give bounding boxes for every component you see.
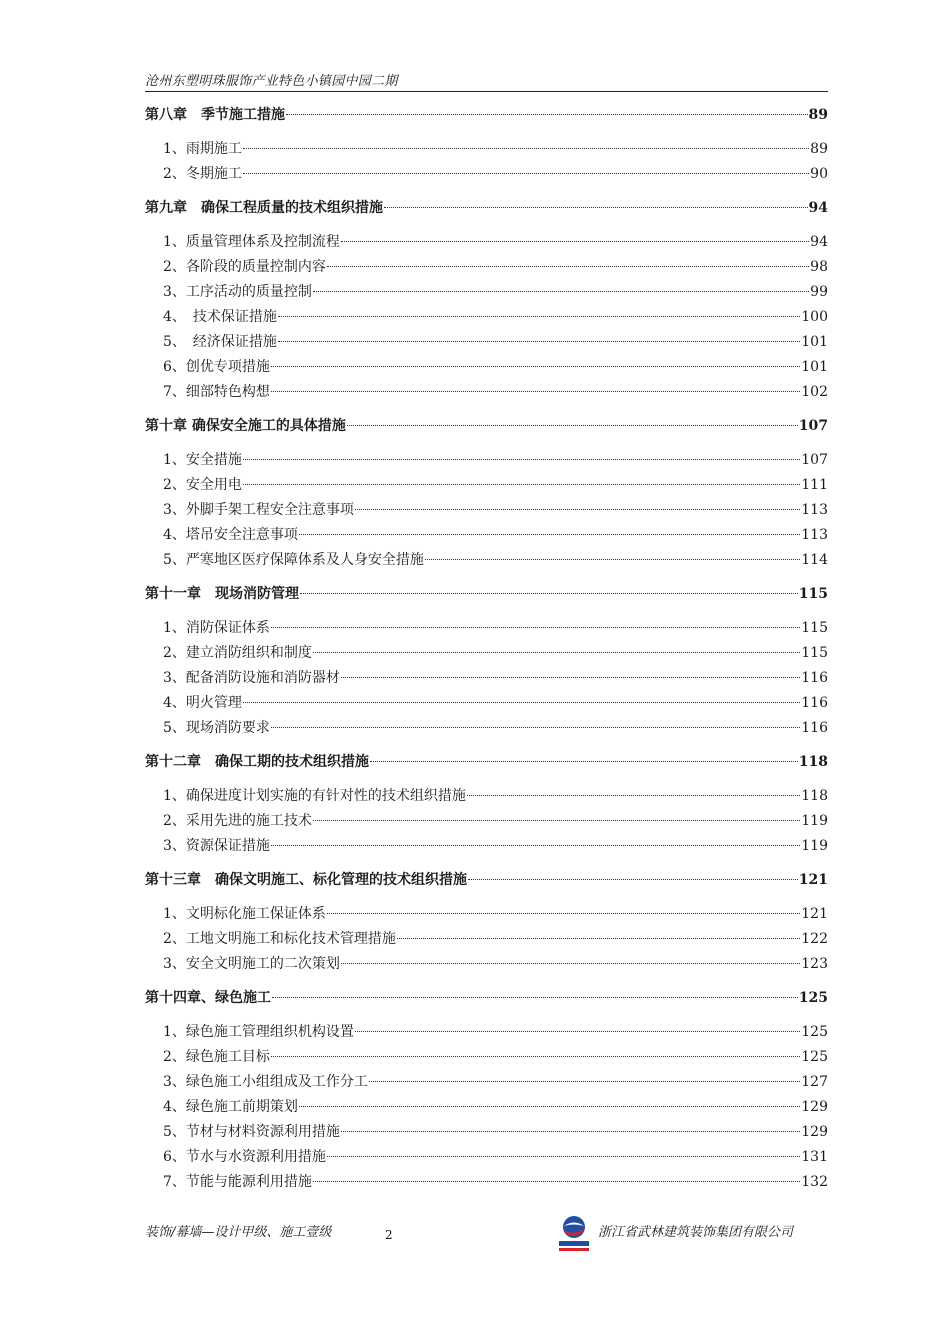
- toc-chapter-entry[interactable]: [145, 868, 828, 893]
- toc-entry-label: 1、质量管理体系及控制流程: [163, 234, 340, 250]
- toc-leader-dots: [243, 459, 800, 460]
- toc-entry-label: 第八章 季节施工措施: [145, 107, 285, 123]
- toc-leader-dots: [384, 207, 808, 208]
- toc-leader-dots: [425, 559, 800, 560]
- toc-entry-label: 6、节水与水资源利用措施: [163, 1149, 326, 1165]
- toc-entry-page: 125: [801, 1024, 828, 1040]
- toc-section-entry[interactable]: [145, 255, 828, 280]
- toc-entry-page: 94: [810, 234, 828, 250]
- toc-entry-page: 101: [801, 359, 828, 375]
- toc-entry-page: 101: [801, 334, 828, 350]
- toc-section-entry[interactable]: [145, 1095, 828, 1120]
- footer-page-number: 2: [385, 1228, 393, 1242]
- toc-chapter-entry[interactable]: [145, 196, 828, 221]
- toc-section-entry[interactable]: [145, 784, 828, 809]
- toc-section-entry[interactable]: [145, 834, 828, 859]
- toc-entry-label: 第十三章 确保文明施工、标化管理的技术组织措施: [145, 872, 467, 888]
- toc-leader-dots: [327, 913, 800, 914]
- toc-leader-dots: [468, 879, 798, 880]
- toc-entry-page: 113: [801, 527, 828, 543]
- toc-entry-page: 102: [801, 384, 828, 400]
- toc-entry-page: 89: [810, 141, 828, 157]
- toc-chapter-entry[interactable]: [145, 582, 828, 607]
- toc-leader-dots: [272, 997, 798, 998]
- toc-leader-dots: [271, 1056, 800, 1057]
- toc-section-entry[interactable]: [145, 330, 828, 355]
- toc-entry-label: 2、安全用电: [163, 477, 242, 493]
- toc-leader-dots: [243, 173, 809, 174]
- toc-section-entry[interactable]: [145, 666, 828, 691]
- toc-leader-dots: [369, 1081, 800, 1082]
- toc-entry-page: 100: [801, 309, 828, 325]
- toc-entry-label: 4、塔吊安全注意事项: [163, 527, 298, 543]
- toc-entry-page: 132: [801, 1174, 828, 1190]
- toc-section-entry[interactable]: [145, 1070, 828, 1095]
- toc-leader-dots: [286, 114, 808, 115]
- toc-section-entry[interactable]: [145, 280, 828, 305]
- toc-leader-dots: [278, 341, 800, 342]
- toc-entry-label: 3、绿色施工小组组成及工作分工: [163, 1074, 368, 1090]
- toc-section-entry[interactable]: [145, 162, 828, 187]
- toc-entry-page: 119: [801, 813, 828, 829]
- toc-entry-label: 2、冬期施工: [163, 166, 242, 182]
- toc-entry-page: 116: [801, 670, 828, 686]
- toc-entry-page: 115: [801, 645, 828, 661]
- toc-entry-label: 4、明火管理: [163, 695, 242, 711]
- toc-entry-page: 111: [801, 477, 828, 493]
- toc-leader-dots: [243, 148, 809, 149]
- toc-entry-page: 99: [810, 284, 828, 300]
- toc-entry-label: 3、外脚手架工程安全注意事项: [163, 502, 354, 518]
- document-header-title: 沧州东塑明珠服饰产业特色小镇园中园二期: [145, 74, 398, 89]
- toc-leader-dots: [300, 593, 798, 594]
- toc-entry-page: 107: [801, 452, 828, 468]
- toc-entry-label: 7、细部特色构想: [163, 384, 270, 400]
- toc-entry-label: 第九章 确保工程质量的技术组织措施: [145, 200, 383, 216]
- toc-leader-dots: [313, 1181, 800, 1182]
- toc-chapter-entry[interactable]: [145, 750, 828, 775]
- toc-leader-dots: [243, 484, 800, 485]
- toc-entry-page: 118: [801, 788, 828, 804]
- toc-section-entry[interactable]: [145, 498, 828, 523]
- toc-section-entry[interactable]: [145, 305, 828, 330]
- toc-entry-label: 2、各阶段的质量控制内容: [163, 259, 326, 275]
- toc-entry-page: 118: [798, 754, 828, 770]
- toc-entry-page: 121: [801, 906, 828, 922]
- toc-leader-dots: [347, 425, 798, 426]
- toc-leader-dots: [341, 1131, 800, 1132]
- toc-entry-label: 2、建立消防组织和制度: [163, 645, 312, 661]
- toc-entry-label: 3、工序活动的质量控制: [163, 284, 312, 300]
- toc-entry-label: 1、雨期施工: [163, 141, 242, 157]
- toc-entry-label: 第十一章 现场消防管理: [145, 586, 299, 602]
- toc-entry-page: 125: [801, 1049, 828, 1065]
- toc-entry-label: 2、绿色施工目标: [163, 1049, 270, 1065]
- toc-section-entry[interactable]: [145, 1120, 828, 1145]
- toc-section-entry[interactable]: [145, 641, 828, 666]
- toc-leader-dots: [341, 241, 809, 242]
- toc-entry-label: 3、资源保证措施: [163, 838, 270, 854]
- toc-section-entry[interactable]: [145, 380, 828, 405]
- toc-section-entry[interactable]: [145, 230, 828, 255]
- toc-entry-page: 89: [808, 107, 828, 123]
- toc-entry-label: 3、配备消防设施和消防器材: [163, 670, 340, 686]
- toc-entry-label: 第十四章、绿色施工: [145, 990, 271, 1006]
- toc-entry-page: 119: [801, 838, 828, 854]
- toc-leader-dots: [271, 366, 800, 367]
- toc-entry-page: 131: [801, 1149, 828, 1165]
- toc-entry-label: 4、绿色施工前期策划: [163, 1099, 298, 1115]
- toc-leader-dots: [313, 820, 800, 821]
- toc-section-entry[interactable]: [145, 1170, 828, 1195]
- toc-entry-label: 5、现场消防要求: [163, 720, 270, 736]
- toc-leader-dots: [313, 652, 800, 653]
- toc-entry-label: 第十章 确保安全施工的具体措施: [145, 418, 346, 434]
- table-of-contents: [145, 103, 828, 1195]
- toc-entry-label: 4、 技术保证措施: [163, 309, 277, 325]
- footer-company-name: 浙江省武林建筑装饰集团有限公司: [598, 1225, 794, 1240]
- toc-entry-page: 90: [810, 166, 828, 182]
- toc-entry-label: 3、安全文明施工的二次策划: [163, 956, 340, 972]
- toc-leader-dots: [355, 1031, 800, 1032]
- toc-section-entry[interactable]: [145, 809, 828, 834]
- toc-leader-dots: [397, 938, 800, 939]
- toc-leader-dots: [370, 761, 798, 762]
- toc-entry-label: 2、采用先进的施工技术: [163, 813, 312, 829]
- toc-section-entry[interactable]: [145, 902, 828, 927]
- toc-section-entry[interactable]: [145, 355, 828, 380]
- toc-section-entry[interactable]: [145, 1020, 828, 1045]
- toc-section-entry[interactable]: [145, 1045, 828, 1070]
- toc-entry-page: 114: [801, 552, 828, 568]
- toc-entry-label: 第十二章 确保工期的技术组织措施: [145, 754, 369, 770]
- company-logo-icon: [556, 1214, 592, 1254]
- toc-leader-dots: [467, 795, 800, 796]
- toc-entry-page: 116: [801, 720, 828, 736]
- toc-leader-dots: [299, 534, 800, 535]
- toc-entry-label: 1、确保进度计划实施的有针对性的技术组织措施: [163, 788, 466, 804]
- toc-entry-page: 121: [798, 872, 828, 888]
- toc-entry-page: 94: [808, 200, 828, 216]
- toc-section-entry[interactable]: [145, 616, 828, 641]
- toc-entry-page: 107: [798, 418, 828, 434]
- toc-entry-page: 125: [798, 990, 828, 1006]
- toc-leader-dots: [355, 509, 800, 510]
- toc-entry-label: 1、消防保证体系: [163, 620, 270, 636]
- toc-section-entry[interactable]: [145, 448, 828, 473]
- toc-leader-dots: [271, 627, 800, 628]
- toc-leader-dots: [327, 1156, 800, 1157]
- toc-section-entry[interactable]: [145, 473, 828, 498]
- toc-entry-page: 113: [801, 502, 828, 518]
- header-divider: [145, 91, 828, 92]
- toc-leader-dots: [271, 845, 800, 846]
- toc-leader-dots: [327, 266, 809, 267]
- toc-leader-dots: [299, 1106, 800, 1107]
- footer-qualification: 装饰/幕墙—设计甲级、施工壹级: [145, 1225, 332, 1240]
- toc-section-entry[interactable]: [145, 137, 828, 162]
- toc-entry-page: 129: [801, 1099, 828, 1115]
- toc-section-entry[interactable]: [145, 548, 828, 573]
- toc-entry-label: 5、节材与材料资源利用措施: [163, 1124, 340, 1140]
- toc-section-entry[interactable]: [145, 716, 828, 741]
- toc-entry-page: 98: [810, 259, 828, 275]
- toc-leader-dots: [271, 391, 800, 392]
- toc-entry-label: 7、节能与能源利用措施: [163, 1174, 312, 1190]
- toc-section-entry[interactable]: [145, 523, 828, 548]
- toc-section-entry[interactable]: [145, 1145, 828, 1170]
- toc-entry-page: 115: [798, 586, 828, 602]
- toc-entry-page: 116: [801, 695, 828, 711]
- toc-chapter-entry[interactable]: [145, 986, 828, 1011]
- toc-entry-page: 123: [801, 956, 828, 972]
- toc-section-entry[interactable]: [145, 952, 828, 977]
- toc-entry-label: 5、严寒地区医疗保障体系及人身安全措施: [163, 552, 424, 568]
- toc-leader-dots: [243, 702, 800, 703]
- toc-leader-dots: [278, 316, 800, 317]
- toc-entry-page: 129: [801, 1124, 828, 1140]
- toc-leader-dots: [271, 727, 800, 728]
- toc-entry-page: 122: [801, 931, 828, 947]
- toc-chapter-entry[interactable]: [145, 414, 828, 439]
- toc-entry-page: 115: [801, 620, 828, 636]
- toc-entry-label: 5、 经济保证措施: [163, 334, 277, 350]
- toc-leader-dots: [313, 291, 809, 292]
- toc-entry-label: 1、绿色施工管理组织机构设置: [163, 1024, 354, 1040]
- toc-entry-label: 2、工地文明施工和标化技术管理措施: [163, 931, 396, 947]
- toc-chapter-entry[interactable]: [145, 103, 828, 128]
- toc-section-entry[interactable]: [145, 691, 828, 716]
- toc-section-entry[interactable]: [145, 927, 828, 952]
- toc-entry-page: 127: [801, 1074, 828, 1090]
- toc-leader-dots: [341, 963, 800, 964]
- toc-entry-label: 1、安全措施: [163, 452, 242, 468]
- toc-entry-label: 6、创优专项措施: [163, 359, 270, 375]
- toc-entry-label: 1、文明标化施工保证体系: [163, 906, 326, 922]
- toc-leader-dots: [341, 677, 800, 678]
